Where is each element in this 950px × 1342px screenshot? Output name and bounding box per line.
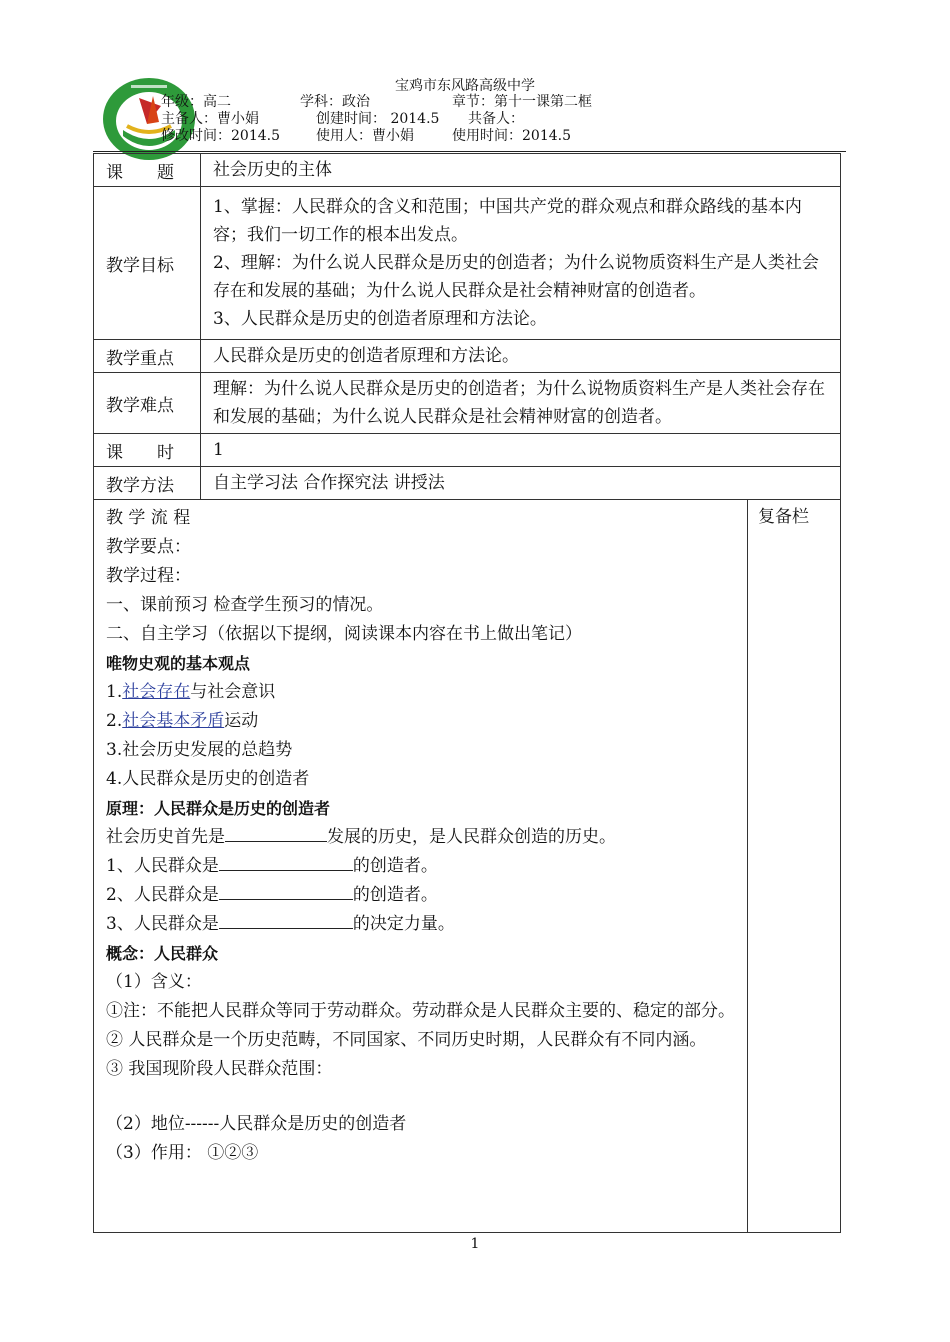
row-topic <box>94 154 841 187</box>
chapter: 章节：第十一课第二框 <box>452 94 592 110</box>
create-time: 创建时间： 2014.5 <box>316 111 440 127</box>
note-2: ② 人民群众是一个历史范畴，不同国家、不同历史时期，人民群众有不同内涵。 <box>106 1030 707 1050</box>
note-1: ①注：不能把人民群众等同于劳动群众。劳动群众是人民群众主要的、稳定的部分。 <box>106 1001 735 1021</box>
role-line: （3）作用： ①②③ <box>106 1143 259 1163</box>
principle-3-pre: 3、人民群众是 <box>106 914 219 934</box>
blank-space <box>106 1084 743 1110</box>
subject: 学科：政治 <box>300 94 370 110</box>
principle-2-pre: 2、人民群众是 <box>106 885 219 905</box>
row-hours <box>94 434 841 467</box>
row-goals <box>94 187 841 340</box>
process-label: 教学过程： <box>106 566 191 586</box>
basic-view-2-num: 2. <box>106 711 123 731</box>
lesson-plan-table <box>93 153 841 1233</box>
principle-intro <box>106 823 743 852</box>
modify-time: 修改时间：2014.5 <box>161 128 280 144</box>
page-number: 1 <box>470 1236 480 1252</box>
basic-view-1-num: 1. <box>106 682 123 702</box>
principle-1-post: 的创造者。 <box>352 856 438 876</box>
teaching-flow <box>94 500 748 1233</box>
fill-blank[interactable] <box>225 823 327 842</box>
principle-3 <box>106 910 743 939</box>
fill-blank[interactable] <box>219 852 353 871</box>
co-preparer: 共备人： <box>468 111 524 127</box>
fill-blank[interactable] <box>219 910 353 929</box>
row-method <box>94 467 841 500</box>
review-column: 复备栏 <box>748 500 841 1233</box>
goal-3: 3、人民群众是历史的创造者原理和方法论。 <box>213 309 547 329</box>
key-label: 教学重点 <box>94 340 201 373</box>
principle-1-pre: 1、人民群众是 <box>106 856 219 876</box>
principle-intro-pre: 社会历史首先是 <box>106 827 225 847</box>
principle-2-post: 的创造者。 <box>352 885 438 905</box>
basic-view-3: 3.社会历史发展的总趋势 <box>106 740 293 760</box>
basic-view-2-rest: 运动 <box>224 711 259 731</box>
basic-contradiction-link[interactable]: 社会基本矛盾 <box>122 711 225 731</box>
goals-label: 教学目标 <box>94 187 201 340</box>
header-rule <box>93 151 846 152</box>
principle-1 <box>106 852 743 881</box>
basic-view-1 <box>106 678 743 707</box>
note-3: ③ 我国现阶段人民群众范围： <box>106 1059 333 1079</box>
basic-view-1-rest: 与社会意识 <box>190 682 276 702</box>
key-value: 人民群众是历史的创造者原理和方法论。 <box>201 340 841 373</box>
fill-blank[interactable] <box>219 881 353 900</box>
goal-2: 2、理解：为什么说人民群众是历史的创造者；为什么说物质资料生产是人类社会存在和发展的基础；为什么说人民群众是社会精神财富的创造者。 <box>213 253 819 301</box>
basic-view-4: 4.人民群众是历史的创造者 <box>106 769 310 789</box>
difficulty-value: 理解：为什么说人民群众是历史的创造者；为什么说物质资料生产是人类社会存在和发展的基础；为什么说人民群众是社会精神财富的创造者。 <box>201 373 841 434</box>
topic-label: 课 题 <box>94 154 201 187</box>
method-value: 自主学习法 合作探究法 讲授法 <box>201 467 841 500</box>
row-key <box>94 340 841 373</box>
flow-title: 教 学 流 程 <box>106 508 191 528</box>
difficulty-label: 教学难点 <box>94 373 201 434</box>
goals-value <box>201 187 841 340</box>
step-2: 二、自主学习（依据以下提纲，阅读课本内容在书上做出笔记） <box>106 624 582 644</box>
hours-label: 课 时 <box>94 434 201 467</box>
basic-view-2 <box>106 707 743 736</box>
concept-heading: 概念：人民群众 <box>106 944 219 963</box>
hours-value: 1 <box>201 434 841 467</box>
status-line: （2）地位------人民群众是历史的创造者 <box>106 1114 407 1134</box>
use-time: 使用时间：2014.5 <box>452 128 571 144</box>
preparer: 主备人：曹小娟 <box>161 111 259 127</box>
principle-heading: 原理：人民群众是历史的创造者 <box>106 799 331 818</box>
principle-3-post: 的决定力量。 <box>352 914 455 934</box>
row-flow <box>94 500 841 1233</box>
meaning-label: （1）含义： <box>106 972 202 992</box>
user: 使用人：曹小娟 <box>316 128 414 144</box>
principle-intro-post: 发展的历史，是人民群众创造的历史。 <box>327 827 616 847</box>
basic-views-heading: 唯物史观的基本观点 <box>106 654 251 673</box>
row-difficulty <box>94 373 841 434</box>
method-label: 教学方法 <box>94 467 201 500</box>
social-existence-link[interactable]: 社会存在 <box>122 682 191 702</box>
principle-2 <box>106 881 743 910</box>
topic-value: 社会历史的主体 <box>201 154 841 187</box>
step-1: 一、课前预习 检查学生预习的情况。 <box>106 595 384 615</box>
grade: 年级：高二 <box>161 94 231 110</box>
key-points-label: 教学要点： <box>106 537 191 557</box>
school-name: 宝鸡市东风路高级中学 <box>395 78 535 94</box>
goal-1: 1、掌握：人民群众的含义和范围；中国共产党的群众观点和群众路线的基本内容；我们一切工作的根本出发点。 <box>213 197 802 245</box>
